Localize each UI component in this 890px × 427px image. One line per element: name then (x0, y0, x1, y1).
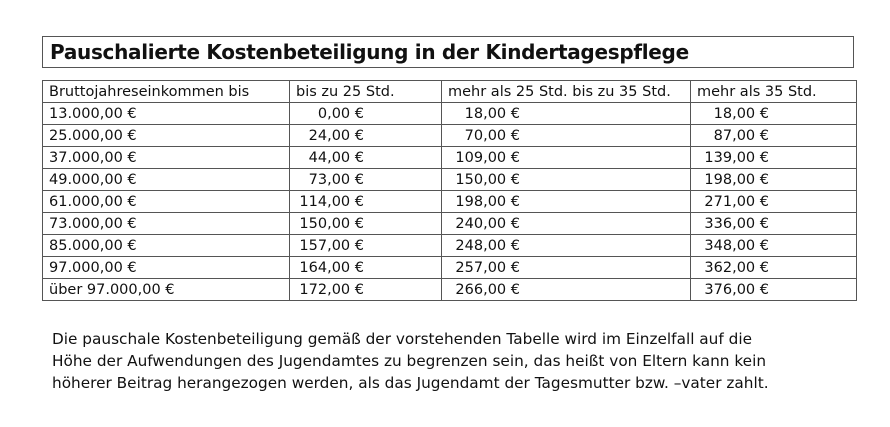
fee-cell-up-to-25h (290, 125, 442, 147)
header-over-35h: mehr als 35 Std. (691, 81, 857, 103)
fee-cell-up-to-25h (290, 191, 442, 213)
fee-cell-up-to-25h (290, 147, 442, 169)
fee-cell-25-to-35h (442, 257, 691, 279)
fee-cell-25-to-35h (442, 191, 691, 213)
fee-value: 0,00 € (317, 105, 364, 122)
page-title: Pauschalierte Kostenbeteiligung in der Kindertagespflege (50, 40, 689, 64)
income-cell: 37.000,00 € (43, 147, 290, 169)
fee-cell-25-to-35h (442, 147, 691, 169)
fee-value: 139,00 € (704, 149, 769, 166)
fee-value: 240,00 € (455, 215, 520, 232)
fee-cell-25-to-35h (442, 279, 691, 301)
fee-value: 266,00 € (455, 281, 520, 298)
fee-value: 348,00 € (704, 237, 769, 254)
fee-value: 150,00 € (455, 171, 520, 188)
footnote-line: Die pauschale Kostenbeteiligung gemäß der vorstehenden Tabelle wird im Einzelfall auf die (52, 330, 752, 348)
fee-cell-up-to-25h (290, 279, 442, 301)
fee-cell-up-to-25h (290, 103, 442, 125)
table-row (43, 169, 857, 191)
table-header-row (43, 81, 857, 103)
fee-value: 114,00 € (299, 193, 364, 210)
fee-value: 18,00 € (464, 105, 520, 122)
footnote-line: höherer Beitrag herangezogen werden, als das Jugendamt der Tagesmutter bzw. –vater zahlt. (52, 374, 769, 392)
title-box (42, 36, 854, 68)
fee-value: 248,00 € (455, 237, 520, 254)
income-cell: 13.000,00 € (43, 103, 290, 125)
footnote-line: Höhe der Aufwendungen des Jugendamtes zu begrenzen sein, das heißt von Eltern kann kein (52, 352, 767, 370)
fee-cell-over-35h (691, 169, 857, 191)
fee-cell-over-35h (691, 213, 857, 235)
header-up-to-25h: bis zu 25 Std. (290, 81, 442, 103)
income-cell: 73.000,00 € (43, 213, 290, 235)
fee-value: 87,00 € (713, 127, 769, 144)
table-row (43, 257, 857, 279)
fee-cell-over-35h (691, 147, 857, 169)
fee-cell-up-to-25h (290, 235, 442, 257)
fee-cell-up-to-25h (290, 257, 442, 279)
fee-cell-up-to-25h (290, 213, 442, 235)
income-cell: 25.000,00 € (43, 125, 290, 147)
fee-table (42, 80, 857, 301)
fee-cell-over-35h (691, 257, 857, 279)
fee-value: 70,00 € (464, 127, 520, 144)
fee-cell-25-to-35h (442, 235, 691, 257)
fee-value: 73,00 € (308, 171, 364, 188)
fee-value: 164,00 € (299, 259, 364, 276)
fee-cell-over-35h (691, 191, 857, 213)
fee-value: 362,00 € (704, 259, 769, 276)
fee-cell-up-to-25h (290, 169, 442, 191)
table-row (43, 103, 857, 125)
header-income: Bruttojahreseinkommen bis (43, 81, 290, 103)
table-row (43, 191, 857, 213)
fee-cell-over-35h (691, 103, 857, 125)
fee-cell-over-35h (691, 125, 857, 147)
fee-cell-25-to-35h (442, 103, 691, 125)
fee-value: 157,00 € (299, 237, 364, 254)
table-row (43, 125, 857, 147)
fee-value: 172,00 € (299, 281, 364, 298)
fee-cell-over-35h (691, 235, 857, 257)
table-row (43, 213, 857, 235)
fee-cell-25-to-35h (442, 213, 691, 235)
fee-cell-over-35h (691, 279, 857, 301)
income-cell: 97.000,00 € (43, 257, 290, 279)
fee-value: 376,00 € (704, 281, 769, 298)
fee-value: 271,00 € (704, 193, 769, 210)
income-cell: über 97.000,00 € (43, 279, 290, 301)
header-25-to-35h: mehr als 25 Std. bis zu 35 Std. (442, 81, 691, 103)
fee-value: 198,00 € (455, 193, 520, 210)
fee-value: 109,00 € (455, 149, 520, 166)
fee-value: 198,00 € (704, 171, 769, 188)
fee-cell-25-to-35h (442, 169, 691, 191)
fee-cell-25-to-35h (442, 125, 691, 147)
fee-value: 18,00 € (713, 105, 769, 122)
table-row (43, 235, 857, 257)
fee-value: 257,00 € (455, 259, 520, 276)
income-cell: 49.000,00 € (43, 169, 290, 191)
fee-value: 24,00 € (308, 127, 364, 144)
table-row (43, 279, 857, 301)
footnote-paragraph (52, 328, 842, 394)
fee-value: 336,00 € (704, 215, 769, 232)
fee-value: 44,00 € (308, 149, 364, 166)
income-cell: 85.000,00 € (43, 235, 290, 257)
table-body (43, 103, 857, 301)
table-row (43, 147, 857, 169)
fee-value: 150,00 € (299, 215, 364, 232)
income-cell: 61.000,00 € (43, 191, 290, 213)
